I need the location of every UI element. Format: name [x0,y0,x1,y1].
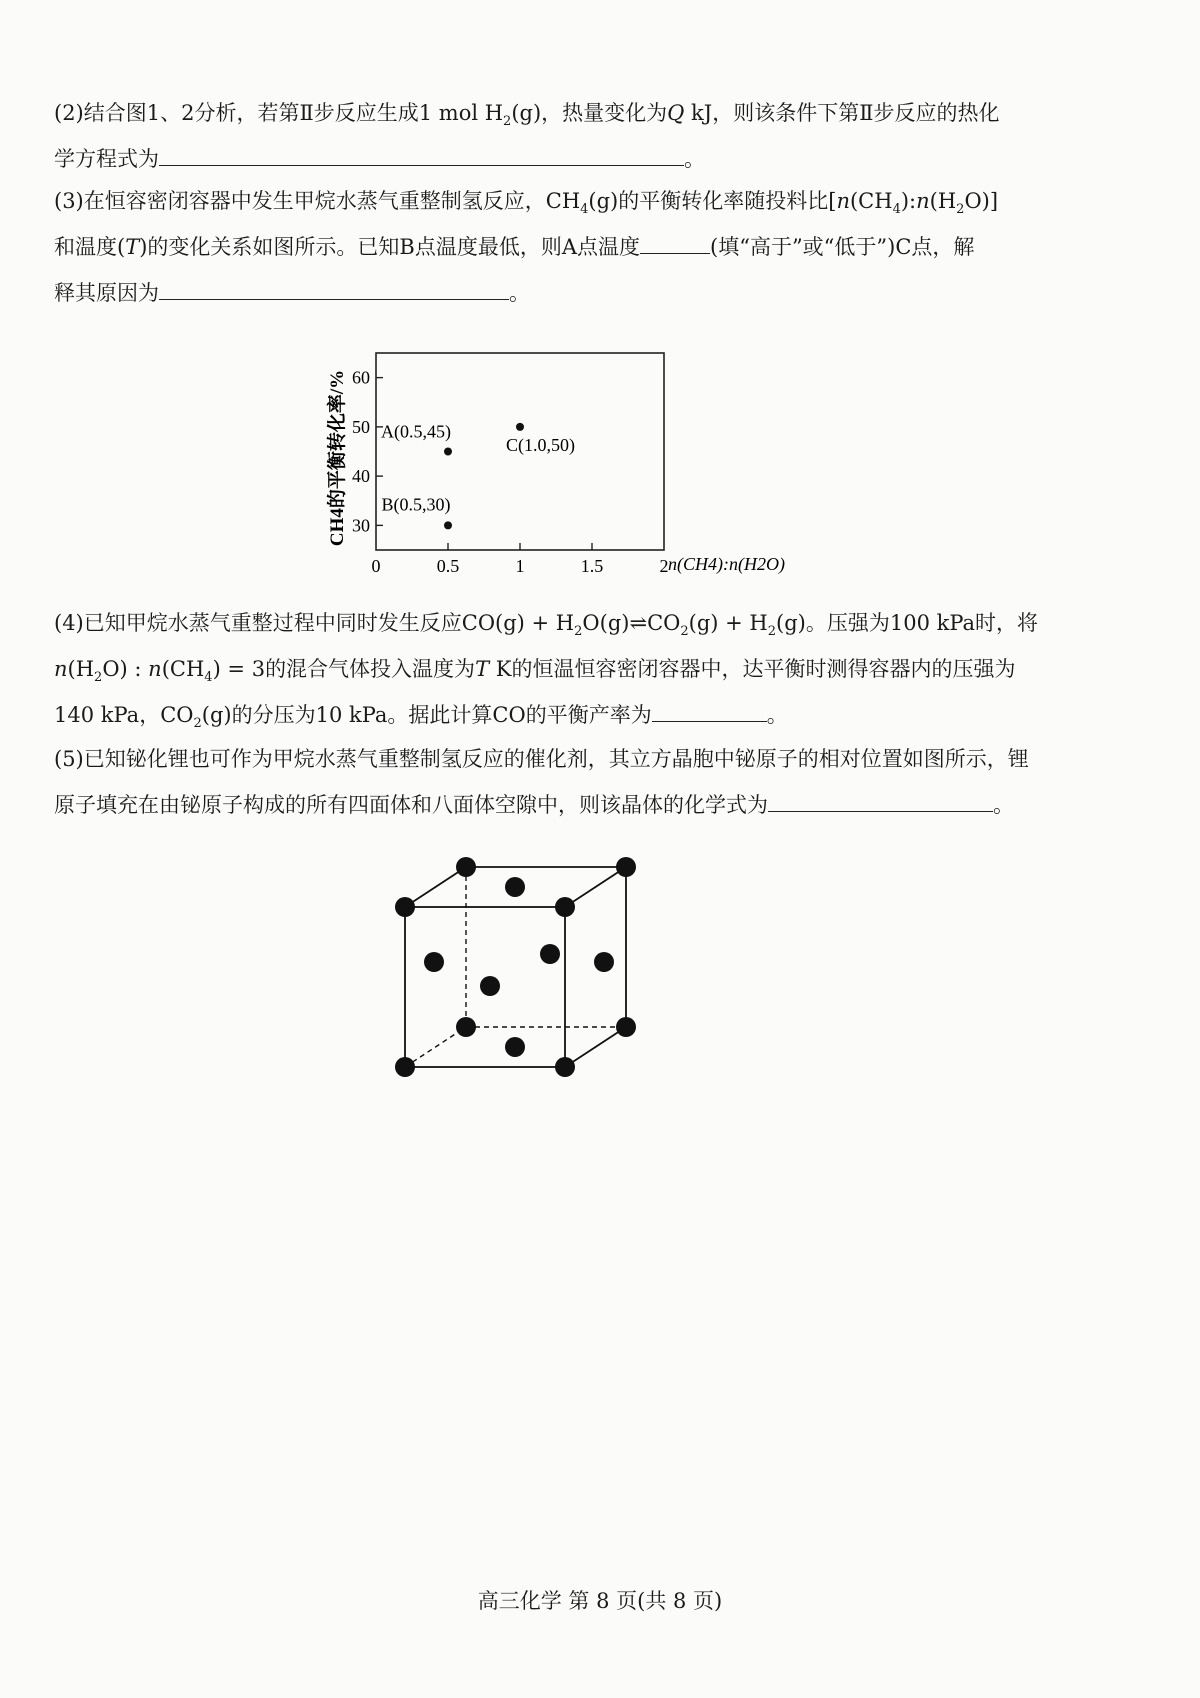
question-2 [54,90,1064,182]
q3-line2: 和温度(T)的变化关系如图所示。已知B点温度最低，则A点温度 (填“高于”或“低于”)C点，解 [54,224,1064,270]
cell-hidden-edge [405,1027,466,1067]
x-tick-label: 0.5 [436,556,460,576]
data-point-label: C(1.0,50) [506,434,575,455]
cell-edge [565,1027,626,1067]
bi-atom-corner [456,857,476,877]
data-point [444,521,452,529]
q4-line1: (4)已知甲烷水蒸气重整过程中同时发生反应$CO(g) + H_2O(g)\rightleftharpoons CO_2(g) + H_2(g)$。压强为100 kPa时，将 [54,611,1039,640]
bi-atom-face-center [505,877,525,897]
x-tick-label: 0 [371,556,381,576]
q3-line1: (3)在恒容密闭容器中发生甲烷水蒸气重整制氢反应，$CH_4(g)$的平衡转化率随投料比$[n(CH_4):n(H_2O)]$ [54,189,999,218]
bi-atom-face-center [424,952,444,972]
x-tick-label: 1.5 [580,556,604,576]
y-tick-label: 40 [352,466,370,487]
q4-line2: $n(H_2O)$ : $n(CH_4) = 3$的混合气体投入温度为T K的恒温恒容密闭容器中，达平衡时测得容器内的压强为 [54,657,1016,686]
q3-temp-blank[interactable] [640,231,710,254]
q2-answer-blank[interactable] [159,143,684,166]
bi-atom-corner [555,1057,575,1077]
x-tick-label: 2 [659,556,669,576]
bi-atom-face-center [505,1037,525,1057]
equilibrium-arrow: ⇌ [629,611,648,635]
question-3 [54,178,1064,316]
y-tick-label: 30 [352,515,370,536]
bi-atom-face-center [540,944,560,964]
bi-atom-corner [395,897,415,917]
y-tick-label: 50 [352,416,370,437]
page-footer: 高三化学 第 8 页(共 8 页) [477,1589,723,1613]
q5-line1: (5)已知铋化锂也可作为甲烷水蒸气重整制氢反应的催化剂，其立方晶胞中铋原子的相对位置如图所示，锂 [54,747,1029,771]
bi-atom-face-center [594,952,614,972]
bi-atom-corner [555,897,575,917]
q5-formula-blank[interactable] [768,789,993,812]
crystal-unit-cell [0,850,1200,1110]
q3-line3: 释其原因为 。 [54,270,1064,316]
y-axis-label: CH4的平衡转化率/% [327,369,348,547]
bi-atom-corner [395,1057,415,1077]
data-point [516,423,524,431]
bi-atom-face-center [480,976,500,996]
data-point-label: A(0.5,45) [381,421,451,442]
q4-line3: 140 kPa，$CO_2(g)$的分压为10 kPa。据此计算CO的平衡产率为 。 [54,692,1064,738]
x-tick-label: 1 [515,556,525,576]
q3-reason-blank[interactable] [159,277,509,300]
data-point [444,448,452,456]
x-axis-label: n(CH4):n(H2O) [668,554,785,574]
q2-line2: 学方程式为 。 [54,136,1064,182]
q5-line2: 原子填充在由铋原子构成的所有四面体和八面体空隙中，则该晶体的化学式为 。 [54,782,1064,828]
bi-atom-corner [456,1017,476,1037]
q4-yield-blank[interactable] [652,699,767,722]
cell-edge [405,867,466,907]
data-point-label: B(0.5,30) [381,494,451,515]
bi-atom-corner [616,857,636,877]
bi-atom-corner [616,1017,636,1037]
q2-line1: (2)结合图1、2分析，若第Ⅱ步反应生成1 mol $H_2(g)$，热量变化为Q kJ，则该条件下第Ⅱ步反应的热化 [54,101,1000,130]
question-5 [54,736,1064,828]
cell-edge [565,867,626,907]
question-4 [54,600,1064,738]
y-tick-label: 60 [352,367,370,388]
